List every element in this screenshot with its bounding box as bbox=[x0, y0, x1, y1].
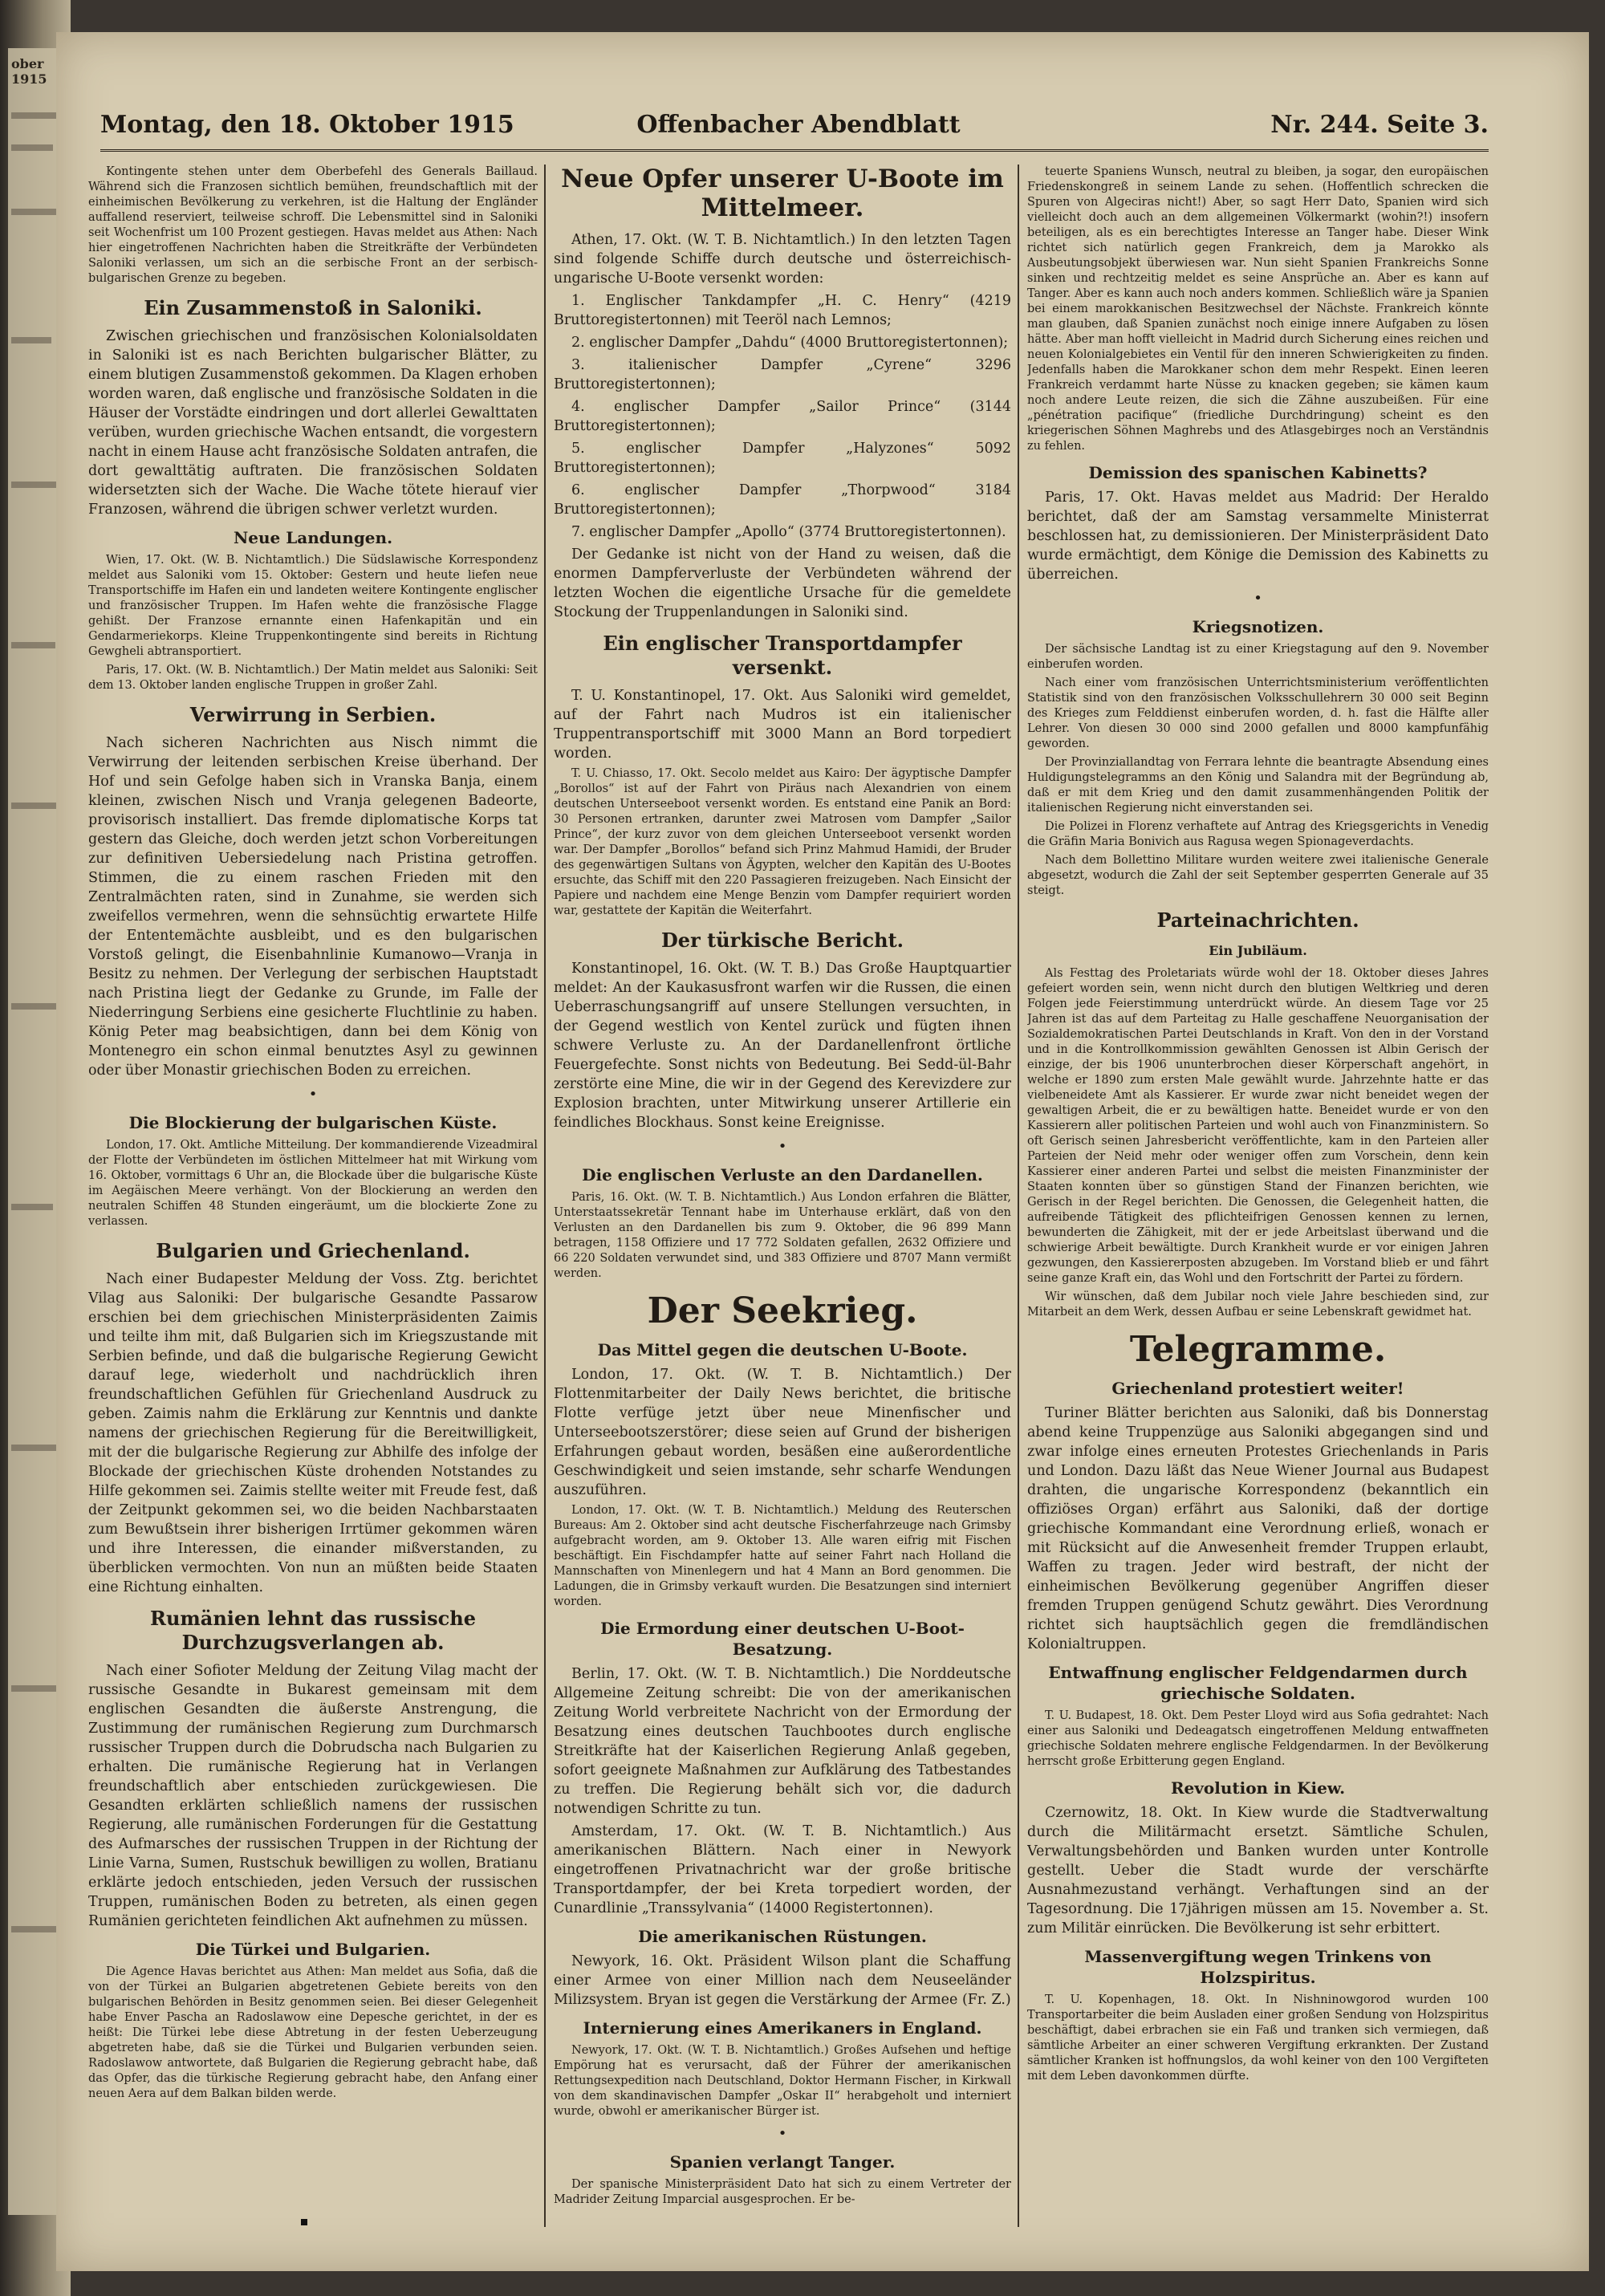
article-text: Czernowitz, 18. Okt. In Kiew wurde die Stadtverwaltung durch die Militärmacht ersetzt. Sämtliche Schulen, Verwaltungsbehörden und Banken wurden unter Kontrolle gestellt. Ueber die Stadt wurde der verschärfte Ausnahmezustand verhängt. Verhaftungen sind an der Tagesordnung. Die 17jährigen müssen am 15. November a. St. zum Militär einrücken. Die Bevölkerung ist sehr erbittert. bbox=[1027, 1805, 1489, 1936]
article-text: Der Provinziallandtag von Ferrara lehnte die beantragte Absendung eines Huldigungstelegramms an den König und Salandra mit der Begründung ab, daß er mit dem Krieg und den damit zusammenhängenden Politik der italienischen Regierung nicht einverstanden sei. bbox=[1027, 756, 1489, 815]
article-headline: Ein Zusammenstoß in Saloniki. bbox=[144, 296, 482, 319]
article-headline: Entwaffnung englischer Feldgendarmen durch griechische Soldaten. bbox=[1048, 1663, 1468, 1703]
article-headline: Die Türkei und Bulgarien. bbox=[195, 1940, 431, 1959]
article-text: Nach einer vom französischen Unterrichtsministerium veröffentlichten Statistik sind von den französischen Volksschullehrern 30 000 seit Beginn des Krieges zum Felddienst einberufen worden, d. h. fast die Hälfte aller Lehrer. Von diesen 30 000 sind 2000 gefallen und 8000 kampfunfähig geworden. bbox=[1027, 677, 1489, 750]
article-text: Athen, 17. Okt. (W. T. B. Nichtamtlich.) In den letzten Tagen sind folgende Schiffe durch deutsche und österreichisch-ungarische U-Boote versenkt worden: bbox=[554, 232, 1011, 286]
article-headline: Die amerikanischen Rüstungen. bbox=[638, 1927, 927, 1946]
column-3 bbox=[1027, 165, 1489, 2227]
article-subheadline: Ein Jubiläum. bbox=[1209, 943, 1307, 958]
section-separator: • bbox=[1254, 590, 1262, 607]
article-text: Paris, 17. Okt. (W. B. Nichtamtlich.) Der Matin meldet aus Saloniki: Seit dem 13. Oktober landen englische Truppen in großer Zahl. bbox=[88, 664, 538, 692]
article-text: Berlin, 17. Okt. (W. T. B. Nichtamtlich.) Die Norddeutsche Allgemeine Zeitung schreibt: Die von der amerikanischen Zeitung World verbreitete Nachricht von der Ermordung der Besatzung eines deutschen Tauchbootes durch englische Streitkräfte hat der Kaiserlichen Regierung Anlaß gegeben, sofort geeignete Maßnahmen zur Aufklärung des Tatbestandes zu treffen. Die Regierung behält sich vor, die dadurch notwendigen Schritte zu tun. bbox=[554, 1666, 1011, 1817]
article-text: London, 17. Okt. (W. T. B. Nichtamtlich.) Der Flottenmitarbeiter der Daily News berichtet, die britische Flotte verfüge jetzt über neue Minenfischer und Unterseebootszerstörer; diese seien auf Grund der bisherigen Erfahrungen gebaut worden, besäßen eine außerordentliche Geschwindigkeit und seien imstande, sehr scharfe Wendungen auszuführen. bbox=[554, 1367, 1011, 1498]
article-text: Die Polizei in Florenz verhaftete auf Antrag des Kriegsgerichts in Venedig die Gräfin Maria Bonivich aus Ragusa wegen Spionageverdachts. bbox=[1027, 820, 1489, 848]
article-headline: Neue Landungen. bbox=[233, 528, 393, 547]
spine-text-fragment bbox=[11, 337, 51, 343]
spine-text-fragment bbox=[11, 1445, 59, 1451]
section-headline: Telegramme. bbox=[1129, 1329, 1387, 1370]
article-headline: Internierung eines Amerikaners in England. bbox=[583, 2018, 982, 2038]
article-headline: Verwirrung in Serbien. bbox=[189, 703, 437, 726]
spine-previous-page-text: ober 1915 bbox=[11, 56, 47, 87]
spine-text-fragment bbox=[11, 1204, 53, 1210]
section-separator: • bbox=[308, 1086, 318, 1103]
article-text: London, 17. Okt. (W. T. B. Nichtamtlich.) Meldung des Reuterschen Bureaus: Am 2. Oktober sind acht deutsche Fischerfahrzeuge nach Grimsby aufgebracht worden, am 9. Oktober 13. Alle waren eifrig mit Fischen beschäftigt. Ein Fischdampfer hatte auf seiner Fahrt nach Holland die Mannschaften von Minenlegern und hat 4 Mann an Bord genommen. Die Ladungen, die in Grimsby verkauft wurden. Die Besatzungen sind interniert worden. bbox=[554, 1504, 1011, 1608]
article-text: T. U. Konstantinopel, 17. Okt. Aus Saloniki wird gemeldet, auf der Fahrt nach Mudros ist ein italienischer Truppentransportschiff mit 3000 Mann an Bord torpediert worden. bbox=[554, 688, 1011, 762]
article-headline: Parteinachrichten. bbox=[1156, 908, 1359, 932]
newspaper-title: Offenbacher Abendblatt bbox=[636, 111, 961, 139]
article-text: T. U. Chiasso, 17. Okt. Secolo meldet aus Kairo: Der ägyptische Dampfer „Borollos“ ist auf der Fahrt von Piräus nach Alexandrien von einem deutschen Unterseeboot versenkt worden. Es entstand eine Panik an Bord: 30 Personen ertranken, darunter zwei Matrosen vom Dampfer „Sailor Prince“, der kurz zuvor von dem gleichen Unterseeboot versenkt worden war. Der Dampfer „Borollos“ befand sich Prinz Mahmud Hamidi, der Bruder des gegenwärtigen Sultans von Ägypten, welcher den Kapitän des U-Bootes ersuchte, das Schiff mit den 220 Passagieren freizugeben. Nach Einsicht der Papiere und nachdem eine Menge Benzin vom Dampfer requiriert worden war, gestattete der Kapitän die Weiterfahrt. bbox=[554, 767, 1011, 917]
issue-page-number: Nr. 244. Seite 3. bbox=[1270, 111, 1489, 139]
header-date: Montag, den 18. Oktober 1915 bbox=[100, 111, 514, 139]
spine-text-fragment bbox=[11, 803, 59, 809]
article-text: Die Agence Havas berichtet aus Athen: Man meldet aus Sofia, daß die von der Türkei an Bulgarien abgetretenen Gebiete bereits von den bulgarischen Behörden in Besitz genommen seien. Bei dieser Gelegenheit habe Enver Pascha an Radoslawow eine Depesche gerichtet, in der es heißt: Die Türkei lebe diese Abtretung in der festen Ueberzeugung abgetreten habe, daß sie die Türkei und Bulgarien verbunden seien. Radoslawow antwortete, daß Bulgarien die Regierung gebracht habe, daß das Opfer, das die türkische Regierung gebracht habe, den Anfang einer neuen Aera auf dem Balkan bilden werde. bbox=[88, 1965, 538, 2100]
ship-list-item: 5. englischer Dampfer „Halyzones“ 5092 Bruttoregistertonnen); bbox=[554, 441, 1011, 476]
article-headline: Das Mittel gegen die deutschen U-Boote. bbox=[597, 1340, 968, 1359]
page-header bbox=[100, 104, 1489, 152]
article-headline: Die Blockierung der bulgarischen Küste. bbox=[128, 1113, 498, 1132]
article-text: T. U. Budapest, 18. Okt. Dem Pester Lloyd wird aus Sofia gedrahtet: Nach einer aus Saloniki und Dedeagatsch eingetroffenen Meldung entwaffneten griechische Soldaten mehrere englische Feldgendarmen. In der Bevölkerung herrscht große Erbitterung gegen England. bbox=[1027, 1709, 1489, 1768]
article-text: Kontingente stehen unter dem Oberbefehl des Generals Baillaud. Während sich die Franzosen sichtlich bemühen, freundschaftlich mit der einheimischen Bevölkerung zu verkehren, ist die Haltung der Engländer auffallend reserviert, teilweise schroff. Die Lebensmittel sind in Saloniki seit Wochenfrist um 100 Prozent gestiegen. Havas meldet aus Athen: Nach hier eingetroffenen Nachrichten haben die Streitkräfte der Verbündeten Saloniki verlassen, um sich an die serbische Front an der serbisch-bulgarischen Grenze zu begeben. bbox=[88, 165, 538, 285]
article-text: Nach sicheren Nachrichten aus Nisch nimmt die Verwirrung der leitenden serbischen Kreise überhand. Der Hof und sein Gefolge haben sich in Vranska Banja, einem kleinen, zwischen Nisch und Vranja gelegenen Badeorte, provisorisch installiert. Das fremde diplomatische Korps tat gestern das Gleiche, doch werden jetzt schon Vorbereitungen zur definitiven Uebersiedelung nach Pristina getroffen. Stimmen, die zu einem raschen Frieden mit den Zentralmächten raten, sind in Zunahme, sie werden sich zweifellos vermehren, wenn die sehnsüchtig erwartete Hilfe der Ententemächte ausbleibt, und es den bulgarischen Vorstoß gelingt, die Eisenbahnlinie Kumanowo—Vranja in Besitz zu nehmen. Der Verlegung der serbischen Hauptstadt nach Pristina liegt der Gedanke zu Grunde, im Falle der Niederringung Serbiens eine gesicherte Fluchtlinie zu haben. König Peter mag beabsichtigen, dann bei dem König von Montenegro ein schon einmal benutztes Asyl zu gewinnen oder über Monastir griechischen Boden zu erreichen. bbox=[88, 735, 538, 1079]
newspaper-page bbox=[56, 32, 1589, 2271]
section-separator: • bbox=[778, 1138, 787, 1155]
article-headline: Rumänien lehnt das russische Durchzugsverlangen ab. bbox=[150, 1607, 476, 1654]
ship-list bbox=[554, 291, 1011, 542]
article-text: Der spanische Ministerpräsident Dato hat sich zu einem Vertreter der Madrider Zeitung Imparcial ausgesprochen. Er be- bbox=[554, 2178, 1011, 2206]
article-text: London, 17. Okt. Amtliche Mitteilung. Der kommandierende Vizeadmiral der Flotte der Verbündeten im östlichen Mittelmeer hat mit Wirkung vom 16. Oktober, vormittags 6 Uhr an, die Blockade über die bulgarische Küste im Aegäischen Meere verhängt. Von der Blockierung an werden den neutralen Schiffen 48 Stunden eingeräumt, um die blockierte Zone zu verlassen. bbox=[88, 1139, 538, 1228]
spine-text-fragment bbox=[11, 144, 53, 151]
article-text: Der sächsische Landtag ist zu einer Kriegstagung auf den 9. November einberufen worden. bbox=[1027, 643, 1489, 671]
article-text: Newyork, 16. Okt. Präsident Wilson plant die Schaffung einer Armee von einer Million nach dem Neuseeländer Milizsystem. Bryan ist gegen die Verstärkung der Armee (Fr. Z.) bbox=[554, 1953, 1011, 2008]
ship-list-item: 1. Englischer Tankdampfer „H. C. Henry“ (4219 Bruttoregistertonnen) mit Teeröl nach Lemnos; bbox=[554, 293, 1011, 328]
section-separator: • bbox=[778, 2125, 787, 2142]
article-headline: Demission des spanischen Kabinetts? bbox=[1088, 463, 1428, 482]
article-text: Konstantinopel, 16. Okt. (W. T. B.) Das Große Hauptquartier meldet: An der Kaukasusfront warfen wir die Russen, die einen Ueberraschungsangriff auf unsere Stellungen versuchten, in der Gegend westlich von Kentel zurück und fügten ihnen schwere Verluste zu. An der Dardanellenfront örtliche Feuergefechte. Sonst nichts von Bedeutung. Bei Sedd-ül-Bahr zerstörte eine Mine, die wir in der Gegend des Kerevizdere zur Explosion brachten, unter Mitwirkung unserer Artillerie ein feindliches Blockhaus. Sonst keine Ereignisse. bbox=[554, 961, 1011, 1131]
spine-text-fragment bbox=[11, 1003, 58, 1010]
print-mark bbox=[301, 2219, 307, 2225]
article-headline: Massenvergiftung wegen Trinkens von Holzspiritus. bbox=[1084, 1947, 1432, 1987]
column-2 bbox=[554, 165, 1011, 2227]
article-headline: Griechenland protestiert weiter! bbox=[1111, 1379, 1404, 1398]
column-rule bbox=[544, 165, 546, 2227]
spine-text-fragment bbox=[11, 1685, 56, 1692]
article-headline: Spanien verlangt Tanger. bbox=[669, 2152, 896, 2172]
spine-text-fragment bbox=[11, 112, 59, 119]
article-text: Paris, 17. Okt. Havas meldet aus Madrid: Der Heraldo berichtet, daß der am Samstag versammelte Ministerrat beschlossen hat, zu demissionieren. Der Ministerpräsident Dato wurde ermächtigt, dem Könige die Demission des Kabinetts zu überreichen. bbox=[1027, 490, 1489, 583]
article-headline: Der türkische Bericht. bbox=[660, 929, 904, 952]
article-headline: Bulgarien und Griechenland. bbox=[156, 1239, 470, 1262]
ship-list-item: 6. englischer Dampfer „Thorpwood“ 3184 Bruttoregistertonnen); bbox=[554, 482, 1011, 518]
article-text: Turiner Blätter berichten aus Saloniki, daß bis Donnerstag abend keine Truppenzüge aus Saloniki abgegangen sind und zwar infolge eines erneuten Protestes Griechenlands in Paris und London. Dazu läßt das Neue Wiener Journal aus Budapest drahten, die ungarische Korrespondenz (bekanntlich ein offiziöses Organ) erfährt aus Saloniki, daß der dortige griechische Kommandant eine Verordnung erließ, wonach er mit Rücksicht auf die Anwesenheit fremder Truppen erlaubt, Waffen zu tragen. Jeder wird bestraft, der nicht der einheimischen Bevölkerung gegenüber Angriffen dieser fremden Truppen genügend Schutz gewährt. Dies Verordnung richtet sich hauptsächlich gegen die fremdländischen Kolonialtruppen. bbox=[1027, 1405, 1489, 1652]
article-text: Amsterdam, 17. Okt. (W. T. B. Nichtamtlich.) Aus amerikanischen Blättern. Nach einer in Newyork eingetroffenen Privatnachricht war der große britische Transportdampfer, der bei Kreta torpediert worden, der Cunardlinie „Transsylvania“ (14000 Registertonnen). bbox=[554, 1823, 1011, 1916]
ship-list-item: 7. englischer Dampfer „Apollo“ (3774 Bruttoregistertonnen). bbox=[571, 524, 1006, 540]
article-headline: Kriegsnotizen. bbox=[1192, 617, 1324, 636]
spine-text-fragment bbox=[11, 482, 61, 488]
article-headline: Revolution in Kiew. bbox=[1170, 1778, 1346, 1798]
column-rule bbox=[1018, 165, 1019, 2227]
article-text: Nach einer Budapester Meldung der Voss. Ztg. berichtet Vilag aus Saloniki: Der bulgarische Gesandte Passarow erschien bei dem griechischen Ministerpräsidenten Zaimis und teilte ihm mit, daß Bulgarien sich im Kriegszustande mit Serbien befinde, und daß die bulgarische Regierung Gewicht darauf lege, wiederholt und nachdrücklich ihren freundschaftlichen Gefühlen für Griechenland Ausdruck zu geben. Zaimis nahm die Erklärung zur Kenntnis und dankte namens der griechischen Regierung für die Bereitwilligkeit, mit der die bulgarische Regierung zur Abhilfe des infolge der Blockade der griechischen Küste drohenden Notstandes zu Hilfe gekommen sei. Zaimis stellte weiter mit Freude fest, daß der Zeitpunkt gekommen sei, wo die beiden Nachbarstaaten zum Bewußtsein ihrer bisherigen Irrtümer gekommen wären und ihre Interessen, die einander mißverstanden, zu überblicken vermochten. Von nun an müßten beide Staaten eine Richtung einhalten. bbox=[88, 1271, 538, 1595]
spine-text-fragment bbox=[11, 1926, 59, 1932]
article-text: Newyork, 17. Okt. (W. T. B. Nichtamtlich.) Großes Aufsehen und heftige Empörung hat es verursacht, daß der Führer der amerikanischen Rettungsexpedition nach Deutschland, Doktor Hermann Fischer, in Kirkwall von dem skandinavischen Dampfer „Oskar II“ herabgeholt und interniert wurde, obwohl er amerikanischer Bürger ist. bbox=[554, 2044, 1011, 2118]
article-headline: Neue Opfer unserer U-Boote im Mittelmeer. bbox=[561, 165, 1004, 222]
article-headline: Ein englischer Transportdampfer versenkt. bbox=[603, 632, 962, 679]
article-text: teuerte Spaniens Wunsch, neutral zu bleiben, ja sogar, den europäischen Friedenskongreß in seinem Lande zu sehen. (Hoffentlich schrecken die Spuren von Algeciras nicht!) Aber, so sagt Herr Dato, Spanien wird sich vielleicht doch auch an dem allgemeinen Völkermarkt (wohin?!) insofern beteiligen, als es ein berechtigtes Interesse an Tanger habe. Dieser Wink richtet sich natürlich gegen Frankreich, dem ja Marokko als Ausbeutungsobjekt überwiesen war. Nun sieht Spanien Frankreichs Sonne sinken und rechtzeitig meldet es seine Ansprüche an. Aber es kann auf Tanger. Aber es kann auch noch anders kommen. Schließlich wäre ja Spanien bei einem marokkanischen Besitzwechsel der Nächste. Frankreich könnte man glauben, daß Spanien zunächst noch einige innere Aufgaben zu lösen hätte. Aber man hofft vielleicht in Madrid durch Sicherung eines reichen und neuen Kolonialgebietes ein Ventil für den inneren Schwierigkeiten zu finden. Jedenfalls haben die Marokkaner schon dem mehr Respekt. Einen leeren Frankreich verdammt harte Nüsse zu knacken gegeben; sie kämen kaum noch andere Leute reizen, die sich die Zähne auszubeißen. Für eine „pénétration pacifique“ (friedliche Durchdringung) scheint es den kriegerischen Söhnen Maghrebs und des Atlasgebirges noch an Verständnis zu fehlen. bbox=[1027, 165, 1489, 453]
spine-text-fragment bbox=[11, 642, 55, 648]
ship-list-item: 2. englischer Dampfer „Dahdu“ (4000 Bruttoregistertonnen); bbox=[571, 335, 1009, 351]
spine-text-fragment bbox=[11, 209, 58, 215]
column-1 bbox=[88, 165, 538, 2227]
article-text: Zwischen griechischen und französischen Kolonialsoldaten in Saloniki ist es nach Berichten bulgarischer Blätter, zu einem blutigen Zusammenstoß gekommen. Da Klagen erhoben worden waren, daß englische und französische Soldaten in die Häuser der Vorstädte eindringen und dort allerlei Gewalttaten verüben, wurden griechische Wachen entsandt, die vorgestern nacht in einem Hause acht französische Soldaten antrafen, die dort gewalttätig auftraten. Die französischen Soldaten widersetzten sich der Wache. Die Wache tötete hierauf vier Franzosen, während die übrigen schwer verletzt wurden. bbox=[88, 328, 538, 518]
article-text: Der Gedanke ist nicht von der Hand zu weisen, daß die enormen Dampferverluste der Verbündeten während der letzten Wochen die eigentliche Ursache für die gemeldete Stockung der Truppenlandungen in Saloniki sind. bbox=[554, 547, 1011, 620]
ship-list-item: 3. italienischer Dampfer „Cyrene“ 3296 Bruttoregistertonnen); bbox=[554, 357, 1011, 392]
article-text: T. U. Kopenhagen, 18. Okt. In Nishninowgorod wurden 100 Transportarbeiter die beim Ausladen einer großen Sendung von Holzspiritus beschäftigt, dabei erbrachen sie ein Faß und tranken sich vermiegen, daß sämtliche Arbeiter an einer schweren Vergiftung erkrankten. Der Zustand sämtlicher Kranken ist hoffnungslos, da wohl keiner von den 100 Vergifteten mit dem Leben davonkommen dürfte. bbox=[1027, 1993, 1489, 2083]
article-text: Nach dem Bollettino Militare wurden weitere zwei italienische Generale abgesetzt, wodurch die Zahl der seit September gesperrten Generale auf 35 steigt. bbox=[1027, 854, 1489, 897]
article-text: Wir wünschen, daß dem Jubilar noch viele Jahre beschieden sind, zur Mitarbeit an dem Werk, dessen Aufbau er seine Lebenskraft gewidmet hat. bbox=[1027, 1290, 1489, 1319]
section-headline: Der Seekrieg. bbox=[647, 1290, 918, 1331]
article-headline: Die Ermordung einer deutschen U-Boot-Besatzung. bbox=[600, 1619, 965, 1659]
article-text: Nach einer Sofioter Meldung der Zeitung Vilag macht der russische Gesandte in Bukarest gemeinsam mit dem englischen Gesandten die äußerste Anstrengung, die Zustimmung der rumänischen Regierung zum Durchmarsch russischer Truppen durch die Dobrudscha nach Bulgarien zu erhalten. Die rumänische Regierung hat in Verlangen freundschaftlich aber entschieden zurückgewiesen. Die Gesandten erklärten schließlich namens der russischen Regierung, alle rumänischen Forderungen für die Gestattung des Aufmarsches der russischen Truppen in der Richtung der Linie Varna, Sumen, Rustschuk bewilligen zu wollen, Bratianu erklärte jedoch entschieden, jeden Versuch der russischen Truppen, rumänischen Boden zu betreten, als einen gegen Rumänien gerichteten feindlichen Akt aufnehmen zu müssen. bbox=[88, 1663, 538, 1929]
article-text: Wien, 17. Okt. (W. B. Nichtamtlich.) Die Südslawische Korrespondenz meldet aus Saloniki vom 15. Oktober: Gestern und heute liefen neue Transportschiffe im Hafen ein und landeten weitere Kontingente englischer und französischer Truppen. Im Hafen wehte die französische Flagge gehißt. Der Franzose ernannte einen Hafenkapitän und ein Gendarmeriekorps. Kleine Truppenkontingente sind bereits in Richtung Gewgheli abtransportiert. bbox=[88, 554, 538, 658]
article-headline: Die englischen Verluste an den Dardanellen. bbox=[582, 1165, 983, 1185]
ship-list-item: 4. englischer Dampfer „Sailor Prince“ (3144 Bruttoregistertonnen); bbox=[554, 399, 1011, 434]
article-text: Als Festtag des Proletariats würde wohl der 18. Oktober dieses Jahres gefeiert worden sein, wenn nicht durch den blutigen Weltkrieg und deren Folgen jede Feierstimmung unterdrückt würde. An diesem Tage vor 25 Jahren ist das auf dem Parteitag zu Halle geschaffene Neuorganisation der Sozialdemokratischen Partei Deutschlands in Kraft. Von den in der Vorstand und in die Kontrollkommission gewählten Genossen ist Albin Gerisch der einzige, der bis 1906 ununterbrochen dieser Körperschaft angehört, in welche er 1890 zum ersten Male gewählt wurde. Jahrzehnte hatte er das vielbeneidete Amt als Kassierer. Er wurde zwar nicht beneidet wegen der gewaltigen Arbeit, die er zu bewältigen hatte. Beneidet wurde er von den Kassierern aller politischen Parteien und wohl auch von Finanzministern. So oft Gerisch seinen Jahresbericht veröffentlichte, kam in den Parteien aller Parteien der Neid mehr oder weniger offen zum Vorschein, denn kein Kassierer einer anderen Partei und selbst die meisten Finanzminister der Staaten konnten über so günstigen Stand der Finanzen berichten, wie Gerisch in der Regel berichten. Die Genossen, die Gelegenheit hatten, die aufreibende Tätigkeit des pflichteifrigen Genossen kennen zu lernen, bewunderten die Zähigkeit, mit der er jede Arbeitslast überwand und die schwierige Arbeit bewältigte. Durch Krankheit wurde er vor einigen Jahren gezwungen, den Kassiererposten abzugeben. Im Vorstand blieb er und fährt seine ganze Kraft ein, das Wohl und den Fortschritt der Partei zu fördern. bbox=[1027, 967, 1489, 1285]
article-text: Paris, 16. Okt. (W. T. B. Nichtamtlich.) Aus London erfahren die Blätter, Unterstaatssekretär Tennant habe im Unterhause erklärt, daß von den Verlusten an den Dardanellen bis zum 9. Oktober, die 96 899 Mann betragen, 1158 Offiziere und 17 772 Soldaten gefallen, 2632 Offiziere und 66 220 Soldaten verwundet sind, und 383 Offiziere und 8707 Mann vermißt werden. bbox=[554, 1191, 1011, 1280]
